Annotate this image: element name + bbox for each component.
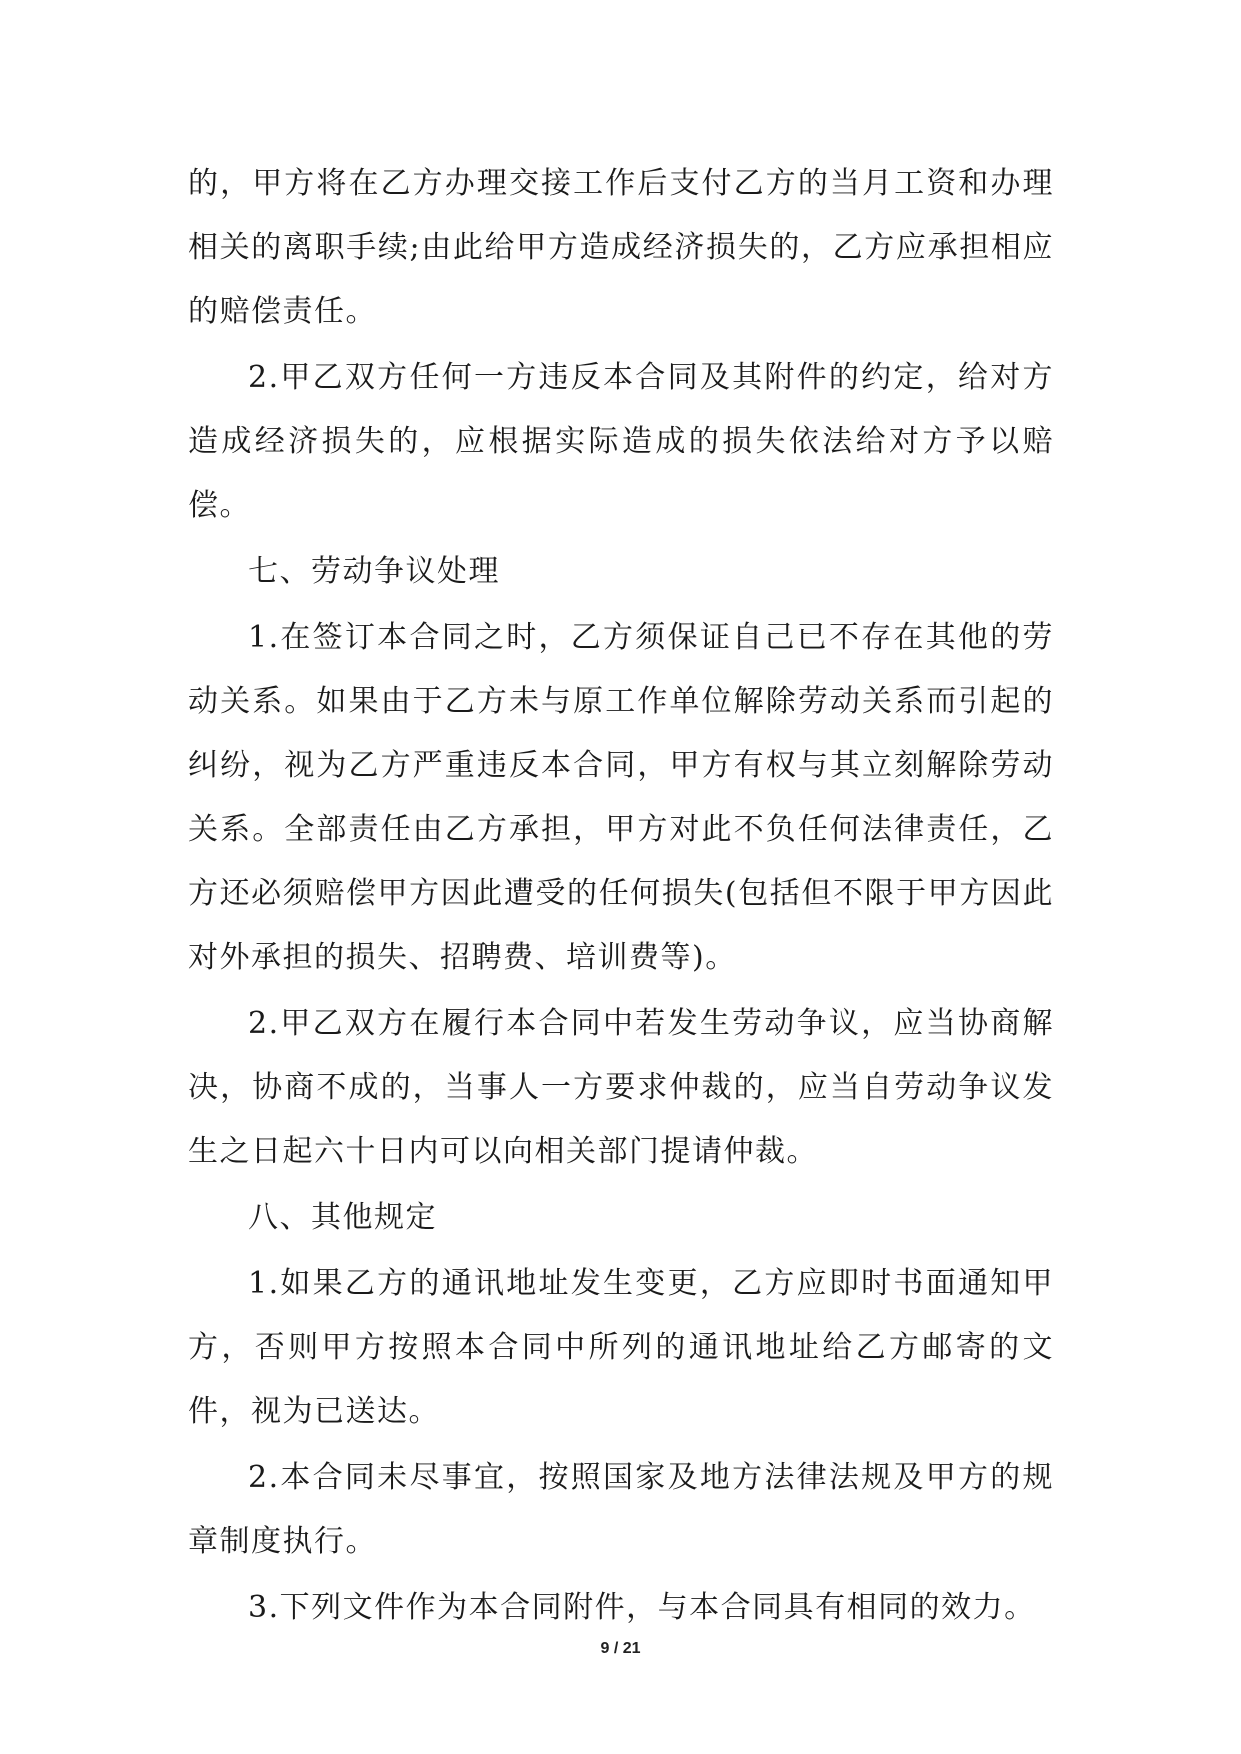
page-number: 9 / 21 — [600, 1640, 641, 1657]
paragraph-clause-8-2: 2.本合同未尽事宜，按照国家及地方法律法规及甲方的规章制度执行。 — [188, 1460, 1054, 1559]
document-body — [188, 152, 1054, 1642]
paragraph-clause-7-1: 1.在签订本合同之时，乙方须保证自己已不存在其他的劳动关系。如果由于乙方未与原工作单位解除劳动关系而引起的纠纷，视为乙方严重违反本合同，甲方有权与其立刻解除劳动关系。全部责任由乙方承担，甲方对此不负任何法律责任，乙方还必须赔偿甲方因此遭受的任何损失(包括但不限于甲方因此对外承担的损失、招聘费、培训费等)。 — [188, 620, 1054, 975]
paragraph-continuation: 的，甲方将在乙方办理交接工作后支付乙方的当月工资和办理相关的离职手续;由此给甲方造成经济损失的，乙方应承担相应的赔偿责任。 — [188, 166, 1054, 329]
paragraph-clause-6-2: 2.甲乙双方任何一方违反本合同及其附件的约定，给对方造成经济损失的，应根据实际造成的损失依法给对方予以赔偿。 — [188, 360, 1054, 523]
paragraph-clause-7-2: 2.甲乙双方在履行本合同中若发生劳动争议，应当协商解决，协商不成的，当事人一方要求仲裁的，应当自劳动争议发生之日起六十日内可以向相关部门提请仲裁。 — [188, 1006, 1054, 1169]
paragraph-clause-8-3: 3.下列文件作为本合同附件，与本合同具有相同的效力。 — [248, 1590, 1036, 1625]
section-heading-7: 七、劳动争议处理 — [248, 554, 500, 589]
paragraph-clause-8-1: 1.如果乙方的通讯地址发生变更，乙方应即时书面通知甲方，否则甲方按照本合同中所列的通讯地址给乙方邮寄的文件，视为已送达。 — [188, 1266, 1054, 1429]
section-heading-8: 八、其他规定 — [248, 1200, 437, 1235]
